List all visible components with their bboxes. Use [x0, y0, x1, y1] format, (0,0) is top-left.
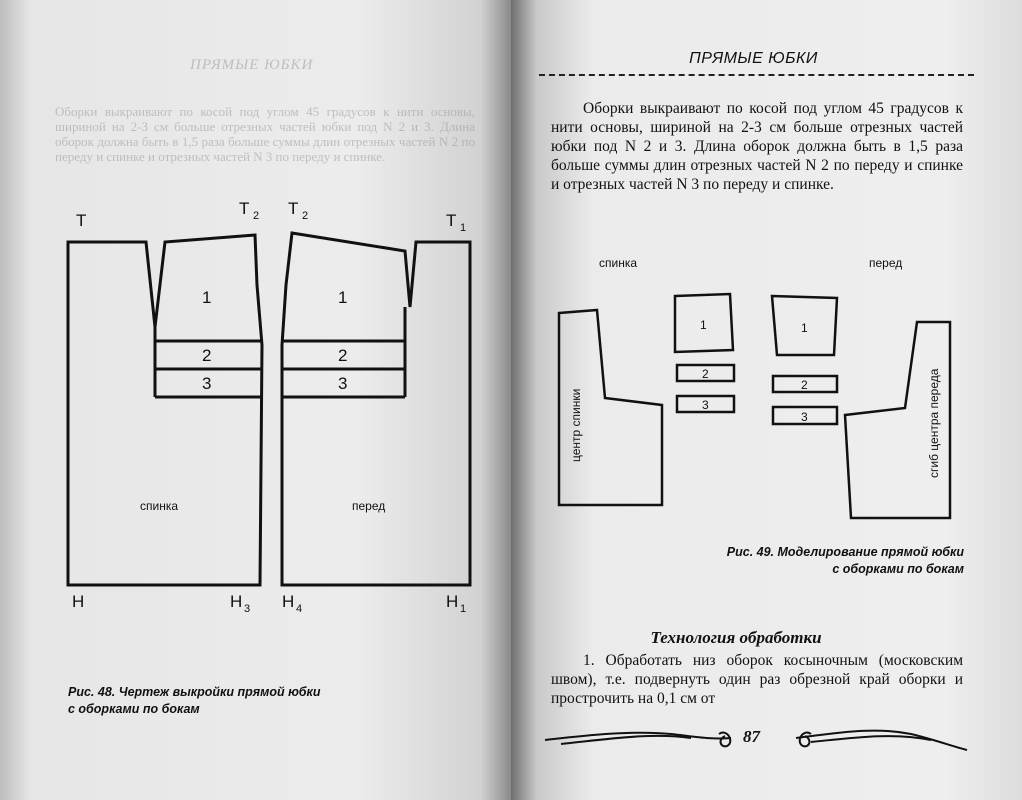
label-t2-left-sub: 2 [253, 210, 260, 222]
label-t: T [76, 211, 87, 230]
back-piece-3-label: 3 [702, 398, 709, 412]
front-panel-label: перед [352, 499, 386, 513]
label-t2-right: T [288, 199, 299, 218]
front-title: перед [869, 256, 903, 270]
figure-48-caption [68, 684, 368, 718]
label-h4-sub: 4 [296, 603, 303, 615]
back-part-2: 2 [202, 346, 212, 365]
page-number: 87 [743, 727, 760, 746]
running-head: ПРЯМЫЕ ЮБКИ [689, 50, 818, 67]
caption-48-line-2: с оборками по бокам [68, 702, 200, 716]
front-panel-outline [282, 233, 470, 585]
caption-49-line-2: с оборками по бокам [832, 562, 964, 576]
back-title: спинка [599, 256, 638, 270]
front-part-3: 3 [338, 374, 348, 393]
back-piece-1-label: 1 [700, 318, 707, 332]
caption-49-line-1: Рис. 49. Моделирование прямой юбки [726, 545, 964, 559]
ghost-header: ПРЯМЫЕ ЮБКИ [190, 57, 314, 73]
label-h1-sub: 1 [460, 603, 467, 615]
figure-49-pattern [547, 250, 967, 530]
figure-48-pattern [60, 195, 490, 625]
label-t2-left: T [239, 199, 250, 218]
label-t2-right-sub: 2 [302, 210, 309, 222]
label-h1: H [446, 592, 459, 611]
label-h: H [72, 592, 85, 611]
paragraph-2: 1. Обработать низ оборок косыночным (московским швом), т.е. подвернуть один раз обрезной край оборки и прострочить на 0,1 см от [551, 652, 963, 707]
right-page [511, 0, 1022, 800]
paragraph-1: Оборки выкраивают по косой под углом 45 градусов к нити основы, шириной на 2-3 см больше отрезных частей юбки под N 2 и 3. Длина оборок должна быть в 1,5 раза больше суммы длин отрезных частей N 2 по переду и спинке и отрезных частей N 3 по переду и спинке. [551, 100, 963, 193]
label-h3: H [230, 592, 243, 611]
back-panel-label: спинка [140, 499, 179, 513]
front-piece-2-label: 2 [801, 378, 808, 392]
back-piece-2-label: 2 [702, 367, 709, 381]
figure-49-caption [644, 544, 964, 578]
back-center-label: центр спинки [569, 388, 583, 462]
back-panel-outline [68, 235, 262, 585]
label-h4: H [282, 592, 295, 611]
label-t1: T [446, 211, 457, 230]
label-t1-sub: 1 [460, 222, 467, 234]
front-piece-3-label: 3 [801, 410, 808, 424]
back-part-1: 1 [202, 288, 212, 307]
front-part-2: 2 [338, 346, 348, 365]
section-title: Технология обработки [650, 628, 822, 647]
back-part-3: 3 [202, 374, 212, 393]
label-h3-sub: 3 [244, 603, 251, 615]
front-piece-1-label: 1 [801, 321, 808, 335]
caption-48-line-1: Рис. 48. Чертеж выкройки прямой юбки [68, 685, 321, 699]
header-dashed-rule [539, 74, 974, 76]
front-part-1: 1 [338, 288, 348, 307]
front-fold-label: сгиб центра переда [927, 368, 941, 478]
ghost-text: Оборки выкраивают по косой под углом 45 градусов к нити основы, шириной на 2-3 см больше отрезных частей юбки под N 2 и 3. Длина оборок должна быть в 1,5 раза больше суммы длин отрезных частей N 2 по переду и спинке и отрезных частей N 3 по переду и спинке. [55, 104, 475, 164]
